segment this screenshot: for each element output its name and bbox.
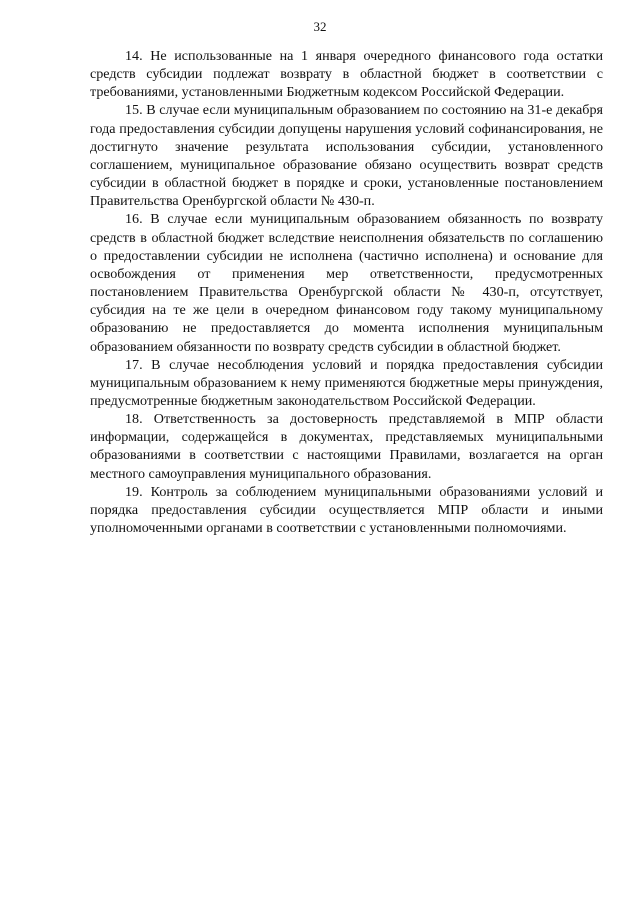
document-body — [90, 47, 603, 537]
paragraph-17: 17. В случае несоблюдения условий и порядка предоставления субсидии муниципальным образованием к нему применяются бюджетные меры принуждения, предусмотренные бюджетным законодательством Российской Федерации. — [90, 356, 603, 409]
paragraph-15: 15. В случае если муниципальным образованием по состоянию на 31-е декабря года предоставления субсидии допущены нарушения условий софинансирования, не достигнуто значение результата использования субсидии, установленного соглашением, муниципальное образование обязано осуществить возврат средств субсидии в областной бюджет в порядке и сроки, установленные постановлением Правительства Оренбургской области № 430-п. — [90, 102, 603, 210]
page-number: 32 — [313, 19, 327, 34]
paragraph-19: 19. Контроль за соблюдением муниципальными образованиями условий и порядка предоставления субсидии осуществляется МПР области и иными уполномоченными органами в соответствии с установленными полномочиями. — [90, 483, 603, 537]
paragraph-18: 18. Ответственность за достоверность представляемой в МПР области информации, содержащейся в документах, представляемых муниципальными образованиями в соответствии с настоящими Правилами, возлагается на орган местного самоуправления муниципального образования. — [90, 411, 603, 482]
paragraph-16: 16. В случае если муниципальным образованием обязанность по возврату средств в областной бюджет вследствие неисполнения обязательств по соглашению о предоставлении субсидии не исполнена (частично исполнена) и основание для освобождения от применения мер ответственности, предусмотренных постановлением Правительства Оренбургской области № 430-п, отсутствует, субсидия на те же цели в очередном финансовом году такому муниципальному образованию не предоставляется до момента исполнения муниципальным образованием обязанности по возврату средств субсидии в областной бюджет. — [90, 211, 603, 355]
paragraph-14: 14. Не использованные на 1 января очередного финансового года остатки средств субсидии подлежат возврату в областной бюджет в соответствии с требованиями, установленными Бюджетным кодексом Российской Федерации. — [90, 48, 603, 101]
